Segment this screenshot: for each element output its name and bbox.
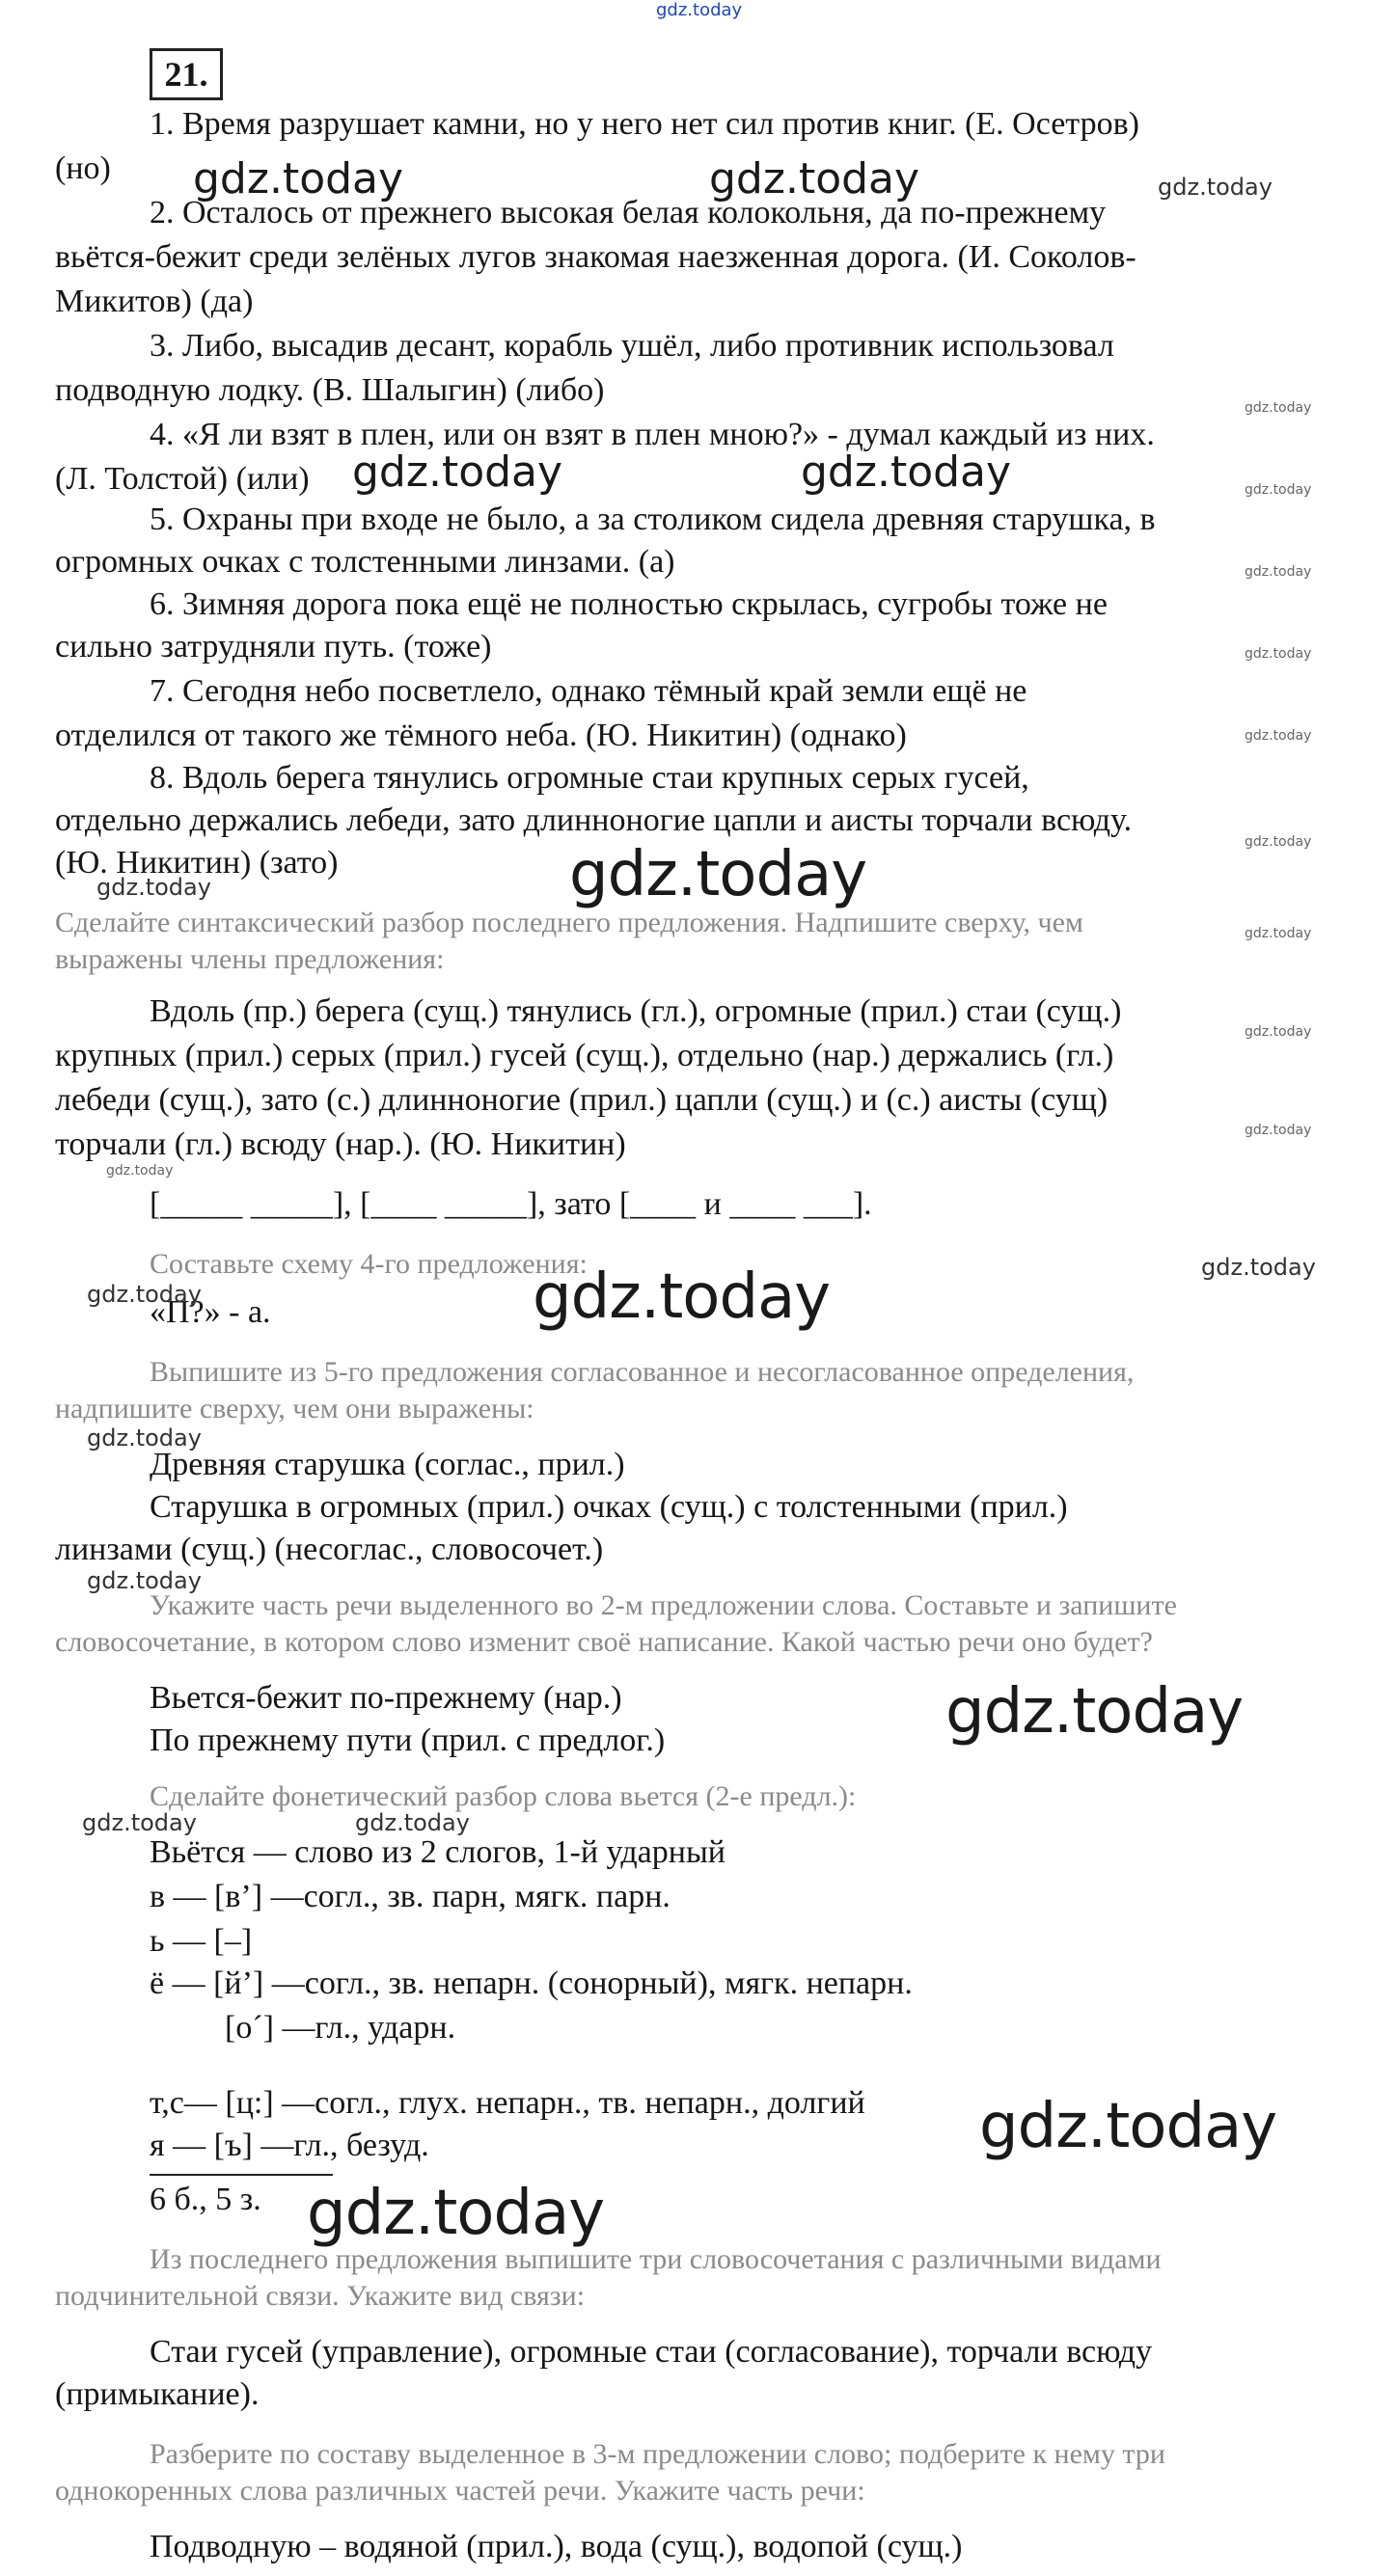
watermark: gdz.today — [1245, 728, 1312, 744]
phonetic-line-6: т,с— [ц:] —согл., глух. непарн., тв. непарн., долгий — [150, 2085, 865, 2121]
watermark: gdz.today — [1245, 834, 1312, 850]
watermark: gdz.today — [1245, 400, 1312, 416]
sentence-2-line-1: 2. Осталось от прежнего высокая белая колокольня, да по-прежнему — [150, 195, 1107, 230]
sentence-2-line-3: Микитов) (да) — [55, 284, 254, 319]
phonetic-line-3: ь — [–] — [150, 1923, 253, 1959]
watermark: gdz.today — [87, 1281, 202, 1308]
sentence-3-line-2: подводную лодку. (В. Шалыгин) (либо) — [55, 372, 605, 408]
sentence-3-line-1: 3. Либо, высадив десант, корабль ушёл, либо противник использовал — [150, 328, 1114, 364]
phonetic-line-4: ё — [й’] —согл., зв. непарн. (сонорный), мягк. непарн. — [150, 1966, 913, 2001]
watermark: gdz.today — [1245, 926, 1312, 941]
task-3-answer-line-1: Древняя старушка (соглас., прил.) — [150, 1447, 625, 1482]
task-7-prompt-line-2: однокоренных слова различных частей речи. Укажите часть речи: — [55, 2475, 865, 2507]
watermark: gdz.today — [1158, 174, 1273, 201]
task-3-prompt-line-1: Выпишите из 5-го предложения согласованное и несогласованное определения, — [150, 1356, 1135, 1388]
task-6-answer-line-2: (примыкание). — [55, 2376, 260, 2412]
watermark: gdz.today — [106, 1163, 174, 1179]
watermark: gdz.today — [355, 1809, 470, 1836]
task-2-answer: «П?» - а. — [150, 1294, 271, 1330]
phonetic-line-2: в — [в’] —согл., зв. парн, мягк. парн. — [150, 1879, 671, 1914]
task-6-prompt-line-1: Из последнего предложения выпишите три словосочетания с различными видами — [150, 2243, 1162, 2275]
task-1-prompt-line-1: Сделайте синтаксический разбор последнего предложения. Надпишите сверху, чем — [55, 907, 1083, 938]
watermark: gdz.today — [801, 447, 1012, 497]
watermark: gdz.today — [533, 1261, 831, 1333]
watermark: gdz.today — [352, 447, 563, 497]
task-7-prompt-line-1: Разберите по составу выделенное в 3-м предложении слово; подберите к нему три — [150, 2438, 1165, 2470]
watermark: gdz.today — [1245, 1123, 1312, 1138]
watermark: gdz.today — [979, 2091, 1277, 2162]
task-1-answer-line-1: Вдоль (пр.) берега (сущ.) тянулись (гл.), огромные (прил.) стаи (сущ.) — [150, 993, 1122, 1029]
task-4-prompt-line-1: Укажите часть речи выделенного во 2-м предложении слова. Составьте и запишите — [150, 1589, 1177, 1621]
task-1-answer-line-3: лебеди (сущ.), зато (с.) длинноногие (прил.) цапли (сущ.) и (с.) аисты (сущ) — [55, 1082, 1109, 1118]
sentence-7-line-2: отделился от такого же тёмного неба. (Ю. Никитин) (однако) — [55, 718, 907, 753]
watermark: gdz.today — [1245, 482, 1312, 498]
task-3-answer-line-2: Старушка в огромных (прил.) очках (сущ.) с толстенными (прил.) — [150, 1489, 1068, 1525]
task-4-answer-line-1: Вьется-бежит по-прежнему (нар.) — [150, 1680, 622, 1716]
phonetic-summary: 6 б., 5 з. — [150, 2182, 261, 2217]
task-4-prompt-line-2: словосочетание, в котором слово изменит своё написание. Какой частью речи оно будет? — [55, 1626, 1153, 1658]
watermark: gdz.today — [1201, 1254, 1316, 1281]
watermark: gdz.today — [1245, 1024, 1312, 1040]
watermark: gdz.today — [1245, 564, 1312, 580]
watermark: gdz.today — [569, 839, 867, 910]
sentence-1-line-1: 1. Время разрушает камни, но у него нет сил против книг. (Е. Осетров) — [150, 106, 1139, 142]
task-7-answer: Подводную – водяной (прил.), вода (сущ.), водопой (сущ.) — [150, 2529, 963, 2564]
watermark: gdz.today — [193, 154, 404, 203]
sentence-6-line-2: сильно затрудняли путь. (тоже) — [55, 629, 492, 664]
task-1-prompt-line-2: выражены члены предложения: — [55, 943, 445, 975]
sentence-scheme: [_____ _____], [____ _____], зато [____ и ____ ___]. — [150, 1186, 872, 1222]
sentence-6-line-1: 6. Зимняя дорога пока ещё не полностью скрылась, сугробы тоже не — [150, 586, 1108, 622]
exercise-number: 21. — [150, 48, 223, 100]
sentence-5-line-2: огромных очках с толстенными линзами. (а) — [55, 544, 675, 580]
task-6-prompt-line-2: подчинительной связи. Укажите вид связи: — [55, 2280, 586, 2312]
task-5-prompt: Сделайте фонетический разбор слова вьется (2-е предл.): — [150, 1780, 857, 1812]
task-6-answer-line-1: Стаи гусей (управление), огромные стаи (согласование), торчали всюду — [150, 2334, 1153, 2370]
sentence-5-line-1: 5. Охраны при входе не было, а за столиком сидела древняя старушка, в — [150, 502, 1156, 537]
watermark: gdz.today — [709, 154, 920, 203]
phonetic-line-5: [о´] —гл., ударн. — [225, 2010, 456, 2046]
watermark: gdz.today — [945, 1676, 1244, 1748]
sentence-8-line-2: отдельно держались лебеди, зато длинноногие цапли и аисты торчали всюду. — [55, 802, 1133, 838]
sentence-8-line-3: (Ю. Никитин) (зато) — [55, 845, 339, 881]
phonetic-line-1: Вьётся — слово из 2 слогов, 1-й ударный — [150, 1834, 725, 1870]
site-watermark-top: gdz.today — [656, 0, 743, 20]
divider-line — [150, 2174, 333, 2176]
watermark: gdz.today — [96, 874, 211, 901]
watermark: gdz.today — [87, 1567, 202, 1594]
watermark: gdz.today — [1245, 646, 1312, 662]
watermark: gdz.today — [82, 1809, 197, 1836]
sentence-1-line-2: (но) — [55, 150, 111, 186]
sentence-8-line-1: 8. Вдоль берега тянулись огромные стаи крупных серых гусей, — [150, 760, 1029, 796]
sentence-7-line-1: 7. Сегодня небо посветлело, однако тёмный край земли ещё не — [150, 673, 1027, 709]
task-1-answer-line-2: крупных (прил.) серых (прил.) гусей (сущ.), отдельно (нар.) держались (гл.) — [55, 1038, 1114, 1073]
phonetic-line-7: я — [ъ] —гл., безуд. — [150, 2128, 429, 2163]
task-3-answer-line-3: линзами (сущ.) (несоглас., словосочет.) — [55, 1532, 604, 1567]
task-3-prompt-line-2: надпишите сверху, чем они выражены: — [55, 1393, 534, 1424]
sentence-4-line-1: 4. «Я ли взят в плен, или он взят в плен мною?» - думал каждый из них. — [150, 417, 1155, 452]
watermark: gdz.today — [87, 1424, 202, 1451]
watermark: gdz.today — [307, 2178, 605, 2249]
task-1-answer-line-4: торчали (гл.) всюду (нар.). (Ю. Никитин) — [55, 1126, 626, 1162]
task-4-answer-line-2: По прежнему пути (прил. с предлог.) — [150, 1722, 666, 1758]
sentence-4-line-2: (Л. Толстой) (или) — [55, 461, 310, 497]
task-2-prompt: Составьте схему 4-го предложения: — [150, 1248, 588, 1280]
sentence-2-line-2: вьётся-бежит среди зелёных лугов знакомая наезженная дорога. (И. Соколов- — [55, 239, 1136, 275]
